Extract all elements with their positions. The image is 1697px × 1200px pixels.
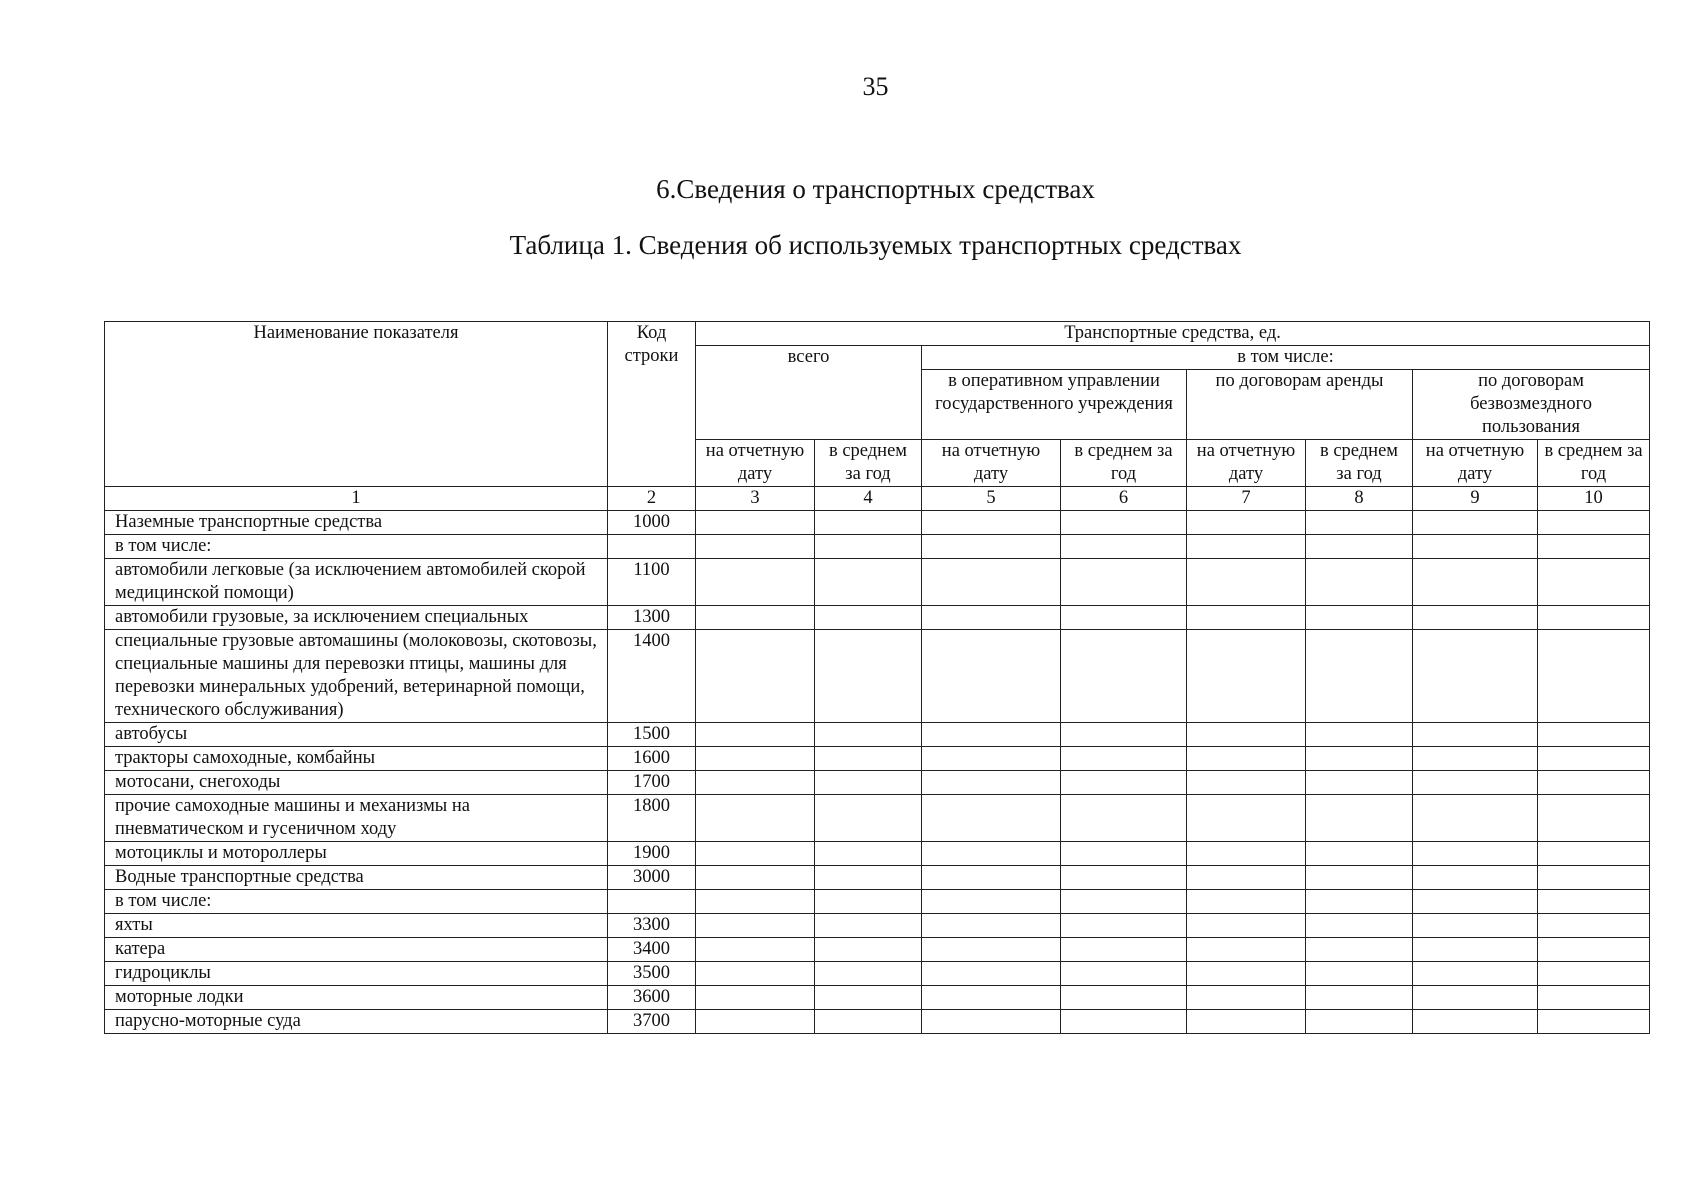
value-cell[interactable] [922, 986, 1061, 1010]
value-cell[interactable] [1061, 1010, 1187, 1034]
value-cell[interactable] [1187, 795, 1306, 842]
value-cell[interactable] [922, 630, 1061, 723]
column-number: 7 [1187, 487, 1306, 511]
value-cell[interactable] [922, 842, 1061, 866]
row-code: 3500 [608, 962, 696, 986]
header-operational: в оперативном управлении государственного учреждения [922, 370, 1187, 440]
value-cell[interactable] [1306, 866, 1413, 890]
indicator-name: мотосани, снегоходы [105, 771, 608, 795]
value-cell[interactable] [1187, 723, 1306, 747]
value-cell[interactable] [1187, 938, 1306, 962]
row-code: 1900 [608, 842, 696, 866]
value-cell[interactable] [1538, 535, 1650, 559]
value-cell[interactable] [1538, 914, 1650, 938]
value-cell[interactable] [1187, 606, 1306, 630]
value-cell[interactable] [1061, 795, 1187, 842]
value-cell[interactable] [922, 535, 1061, 559]
value-cell[interactable] [1306, 986, 1413, 1010]
header-vehicles: Транспортные средства, ед. [696, 322, 1650, 346]
value-cell[interactable] [1187, 914, 1306, 938]
subheader-cell: в среднем за год [1306, 440, 1413, 487]
table-row [105, 630, 1650, 723]
row-code [608, 535, 696, 559]
value-cell[interactable] [1413, 535, 1538, 559]
value-cell[interactable] [1538, 866, 1650, 890]
table-row [105, 890, 1650, 914]
value-cell[interactable] [1061, 511, 1187, 535]
value-cell[interactable] [1061, 842, 1187, 866]
value-cell[interactable] [815, 914, 922, 938]
row-code: 1100 [608, 559, 696, 606]
value-cell[interactable] [1061, 938, 1187, 962]
value-cell[interactable] [1538, 511, 1650, 535]
value-cell[interactable] [696, 535, 815, 559]
header-including: в том числе: [922, 346, 1650, 370]
value-cell[interactable] [815, 1010, 922, 1034]
value-cell[interactable] [1538, 747, 1650, 771]
value-cell[interactable] [922, 559, 1061, 606]
value-cell[interactable] [1413, 986, 1538, 1010]
indicator-name: мотоциклы и мотороллеры [105, 842, 608, 866]
value-cell[interactable] [1538, 771, 1650, 795]
table-row [105, 723, 1650, 747]
value-cell[interactable] [1187, 630, 1306, 723]
value-cell[interactable] [1413, 747, 1538, 771]
indicator-name: прочие самоходные машины и механизмы на пневматическом и гусеничном ходу [105, 795, 608, 842]
table-caption: Таблица 1. Сведения об используемых транспортных средствах [509, 230, 1242, 260]
value-cell[interactable] [1538, 559, 1650, 606]
value-cell[interactable] [1187, 535, 1306, 559]
table-row [105, 914, 1650, 938]
value-cell[interactable] [696, 986, 815, 1010]
value-cell[interactable] [1538, 842, 1650, 866]
indicator-name: Наземные транспортные средства [105, 511, 608, 535]
indicator-name: Водные транспортные средства [105, 866, 608, 890]
row-code: 3000 [608, 866, 696, 890]
value-cell[interactable] [696, 890, 815, 914]
value-cell[interactable] [1061, 771, 1187, 795]
indicator-name: моторные лодки [105, 986, 608, 1010]
value-cell[interactable] [1306, 938, 1413, 962]
header-name: Наименование показателя [105, 322, 608, 487]
indicator-name: тракторы самоходные, комбайны [105, 747, 608, 771]
value-cell[interactable] [1061, 866, 1187, 890]
row-code: 1000 [608, 511, 696, 535]
value-cell[interactable] [1538, 606, 1650, 630]
value-cell[interactable] [1538, 630, 1650, 723]
value-cell[interactable] [815, 842, 922, 866]
value-cell[interactable] [1413, 771, 1538, 795]
subheader-cell: на отчетную дату [1187, 440, 1306, 487]
value-cell[interactable] [1538, 1010, 1650, 1034]
row-code: 1400 [608, 630, 696, 723]
value-cell[interactable] [1538, 890, 1650, 914]
value-cell[interactable] [1187, 1010, 1306, 1034]
value-cell[interactable] [1306, 795, 1413, 842]
value-cell[interactable] [815, 795, 922, 842]
value-cell[interactable] [1306, 890, 1413, 914]
column-number: 4 [815, 487, 922, 511]
value-cell[interactable] [1413, 962, 1538, 986]
value-cell[interactable] [922, 771, 1061, 795]
table-row [105, 986, 1650, 1010]
value-cell[interactable] [1306, 630, 1413, 723]
indicator-name: автобусы [105, 723, 608, 747]
value-cell[interactable] [1413, 795, 1538, 842]
value-cell[interactable] [1306, 511, 1413, 535]
value-cell[interactable] [815, 771, 922, 795]
subheader-cell: в среднем за год [1538, 440, 1650, 487]
value-cell[interactable] [1413, 866, 1538, 890]
value-cell[interactable] [1538, 795, 1650, 842]
value-cell[interactable] [1061, 890, 1187, 914]
value-cell[interactable] [1413, 559, 1538, 606]
value-cell[interactable] [1538, 986, 1650, 1010]
value-cell[interactable] [696, 1010, 815, 1034]
table-row [105, 1010, 1650, 1034]
table-row [105, 795, 1650, 842]
value-cell[interactable] [1413, 890, 1538, 914]
value-cell[interactable] [1061, 986, 1187, 1010]
row-code: 3300 [608, 914, 696, 938]
value-cell[interactable] [1413, 723, 1538, 747]
value-cell[interactable] [815, 606, 922, 630]
header-code: Код строки [608, 322, 696, 487]
value-cell[interactable] [696, 606, 815, 630]
value-cell[interactable] [1061, 559, 1187, 606]
value-cell[interactable] [815, 866, 922, 890]
value-cell[interactable] [696, 962, 815, 986]
value-cell[interactable] [696, 559, 815, 606]
table-row [105, 511, 1650, 535]
column-number: 2 [608, 487, 696, 511]
value-cell[interactable] [696, 866, 815, 890]
value-cell[interactable] [815, 723, 922, 747]
table-body [105, 511, 1650, 1034]
indicator-name: гидроциклы [105, 962, 608, 986]
value-cell[interactable] [696, 511, 815, 535]
value-cell[interactable] [1061, 962, 1187, 986]
value-cell[interactable] [696, 914, 815, 938]
table-row [105, 747, 1650, 771]
value-cell[interactable] [1306, 559, 1413, 606]
page-number: 35 [862, 72, 889, 101]
value-cell[interactable] [696, 842, 815, 866]
value-cell[interactable] [696, 938, 815, 962]
row-code [608, 890, 696, 914]
value-cell[interactable] [1187, 986, 1306, 1010]
value-cell[interactable] [1306, 914, 1413, 938]
value-cell[interactable] [815, 986, 922, 1010]
value-cell[interactable] [922, 866, 1061, 890]
value-cell[interactable] [1538, 938, 1650, 962]
table-row [105, 771, 1650, 795]
value-cell[interactable] [922, 606, 1061, 630]
row-code: 1700 [608, 771, 696, 795]
table-row [105, 842, 1650, 866]
indicator-name: парусно-моторные суда [105, 1010, 608, 1034]
value-cell[interactable] [696, 723, 815, 747]
value-cell[interactable] [1306, 606, 1413, 630]
indicator-name: яхты [105, 914, 608, 938]
value-cell[interactable] [1413, 1010, 1538, 1034]
value-cell[interactable] [922, 1010, 1061, 1034]
value-cell[interactable] [1306, 535, 1413, 559]
value-cell[interactable] [922, 795, 1061, 842]
value-cell[interactable] [696, 630, 815, 723]
value-cell[interactable] [1187, 511, 1306, 535]
subheader-cell: на отчетную дату [922, 440, 1061, 487]
value-cell[interactable] [815, 962, 922, 986]
row-code: 3700 [608, 1010, 696, 1034]
value-cell[interactable] [1187, 890, 1306, 914]
table-row [105, 606, 1650, 630]
value-cell[interactable] [1413, 842, 1538, 866]
value-cell[interactable] [815, 890, 922, 914]
value-cell[interactable] [815, 747, 922, 771]
value-cell[interactable] [1306, 962, 1413, 986]
header-total: всего [696, 346, 922, 440]
row-code: 3600 [608, 986, 696, 1010]
value-cell[interactable] [1061, 535, 1187, 559]
value-cell[interactable] [922, 938, 1061, 962]
value-cell[interactable] [1187, 771, 1306, 795]
value-cell[interactable] [1061, 606, 1187, 630]
value-cell[interactable] [815, 535, 922, 559]
column-number: 5 [922, 487, 1061, 511]
indicator-name: автомобили легковые (за исключением автомобилей скорой медицинской помощи) [105, 559, 608, 606]
value-cell[interactable] [1187, 747, 1306, 771]
row-code: 1500 [608, 723, 696, 747]
value-cell[interactable] [922, 511, 1061, 535]
value-cell[interactable] [922, 914, 1061, 938]
column-number: 1 [105, 487, 608, 511]
value-cell[interactable] [1306, 771, 1413, 795]
indicator-name: в том числе: [105, 890, 608, 914]
value-cell[interactable] [1187, 559, 1306, 606]
value-cell[interactable] [1306, 747, 1413, 771]
value-cell[interactable] [815, 938, 922, 962]
vehicles-table [104, 321, 1650, 1034]
value-cell[interactable] [1538, 723, 1650, 747]
value-cell[interactable] [1413, 630, 1538, 723]
value-cell[interactable] [696, 771, 815, 795]
value-cell[interactable] [696, 795, 815, 842]
value-cell[interactable] [1187, 842, 1306, 866]
column-number: 9 [1413, 487, 1538, 511]
subheader-cell: на отчетную дату [1413, 440, 1538, 487]
indicator-name: в том числе: [105, 535, 608, 559]
value-cell[interactable] [1306, 1010, 1413, 1034]
value-cell[interactable] [696, 747, 815, 771]
value-cell[interactable] [922, 890, 1061, 914]
indicator-name: специальные грузовые автомашины (молоковозы, скотовозы, специальные машины для перевозки птицы, машины для перевозки минеральных удобрений, ветеринарной помощи, технического обслуживания) [105, 630, 608, 723]
column-number: 8 [1306, 487, 1413, 511]
table-row [105, 962, 1650, 986]
indicator-name: автомобили грузовые, за исключением специальных [105, 606, 608, 630]
value-cell[interactable] [1187, 866, 1306, 890]
value-cell[interactable] [815, 630, 922, 723]
column-number: 3 [696, 487, 815, 511]
row-code: 1600 [608, 747, 696, 771]
subheader-cell: в среднем за год [815, 440, 922, 487]
header-lease: по договорам аренды [1187, 370, 1413, 440]
value-cell[interactable] [1061, 723, 1187, 747]
row-code: 1800 [608, 795, 696, 842]
table-header [105, 322, 1650, 511]
value-cell[interactable] [1306, 723, 1413, 747]
value-cell[interactable] [1061, 747, 1187, 771]
table-row [105, 866, 1650, 890]
value-cell[interactable] [1061, 914, 1187, 938]
value-cell[interactable] [922, 723, 1061, 747]
value-cell[interactable] [1306, 842, 1413, 866]
value-cell[interactable] [922, 747, 1061, 771]
value-cell[interactable] [815, 511, 922, 535]
column-number: 6 [1061, 487, 1187, 511]
value-cell[interactable] [1413, 511, 1538, 535]
table-row [105, 535, 1650, 559]
row-code: 3400 [608, 938, 696, 962]
value-cell[interactable] [1187, 962, 1306, 986]
subheader-cell: на отчетную дату [696, 440, 815, 487]
value-cell[interactable] [1061, 630, 1187, 723]
value-cell[interactable] [1538, 962, 1650, 986]
indicator-name: катера [105, 938, 608, 962]
table-row [105, 938, 1650, 962]
value-cell[interactable] [815, 559, 922, 606]
column-number: 10 [1538, 487, 1650, 511]
value-cell[interactable] [1413, 606, 1538, 630]
value-cell[interactable] [922, 962, 1061, 986]
header-free-use: по договорам безвозмездного пользования [1413, 370, 1650, 440]
table-row [105, 559, 1650, 606]
value-cell[interactable] [1413, 938, 1538, 962]
row-code: 1300 [608, 606, 696, 630]
value-cell[interactable] [1413, 914, 1538, 938]
section-title: 6.Сведения о транспортных средствах [656, 174, 1095, 204]
subheader-cell: в среднем за год [1061, 440, 1187, 487]
